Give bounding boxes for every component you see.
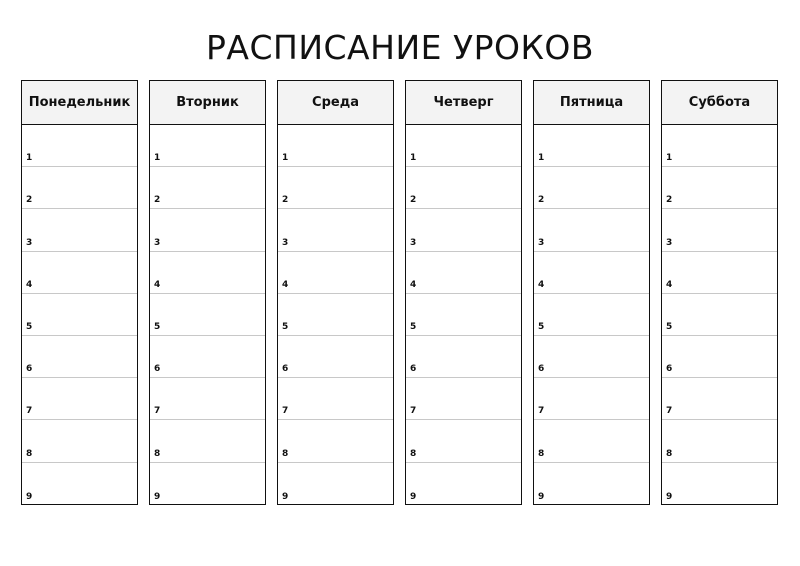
- lesson-slot[interactable]: [22, 463, 137, 505]
- lesson-slot[interactable]: [662, 125, 777, 167]
- lesson-number: 9: [154, 491, 161, 502]
- lesson-number: 7: [154, 406, 161, 417]
- lesson-number: 2: [26, 195, 33, 206]
- day-header: Четверг: [406, 81, 521, 125]
- page-title: РАСПИСАНИЕ УРОКОВ: [206, 28, 594, 67]
- lesson-number: 3: [410, 237, 417, 248]
- lesson-number: 2: [154, 195, 161, 206]
- lesson-slot[interactable]: [150, 420, 265, 462]
- lesson-number: 4: [26, 279, 33, 290]
- lesson-slot[interactable]: [534, 125, 649, 167]
- lesson-number: 5: [282, 321, 289, 332]
- lesson-slot[interactable]: [22, 378, 137, 420]
- lesson-slot[interactable]: [22, 167, 137, 209]
- lesson-number: 5: [154, 321, 161, 332]
- lesson-slot[interactable]: [662, 167, 777, 209]
- lesson-number: 7: [410, 406, 417, 417]
- lesson-number: 4: [538, 279, 545, 290]
- lesson-slot[interactable]: [534, 294, 649, 336]
- lesson-slot[interactable]: [406, 167, 521, 209]
- lesson-slot[interactable]: [662, 209, 777, 251]
- day-header: Суббота: [662, 81, 777, 125]
- lesson-number: 6: [666, 364, 673, 375]
- lesson-number: 9: [282, 491, 289, 502]
- lesson-slot[interactable]: [534, 420, 649, 462]
- lesson-slot[interactable]: [406, 378, 521, 420]
- lesson-slot[interactable]: [278, 294, 393, 336]
- lesson-slot[interactable]: [662, 378, 777, 420]
- lesson-slot[interactable]: [662, 463, 777, 505]
- lesson-number: 7: [26, 406, 33, 417]
- day-column-tuesday: [149, 80, 266, 505]
- lesson-number: 6: [26, 364, 33, 375]
- lesson-number: 1: [538, 153, 545, 164]
- lesson-slot[interactable]: [662, 420, 777, 462]
- lesson-number: 4: [666, 279, 673, 290]
- day-column-thursday: [405, 80, 522, 505]
- lesson-number: 7: [666, 406, 673, 417]
- lesson-number: 6: [410, 364, 417, 375]
- lesson-slot[interactable]: [406, 125, 521, 167]
- lesson-number: 2: [538, 195, 545, 206]
- lesson-number: 3: [26, 237, 33, 248]
- lesson-slot[interactable]: [662, 336, 777, 378]
- lesson-number: 4: [282, 279, 289, 290]
- schedule-grid: [21, 80, 781, 506]
- day-column-monday: [21, 80, 138, 505]
- day-header: Понедельник: [22, 81, 137, 125]
- lesson-number: 7: [282, 406, 289, 417]
- lesson-slot[interactable]: [534, 167, 649, 209]
- lesson-number: 6: [154, 364, 161, 375]
- lesson-number: 8: [410, 448, 417, 459]
- lesson-slot[interactable]: [150, 463, 265, 505]
- lesson-slot[interactable]: [278, 252, 393, 294]
- lesson-number: 2: [410, 195, 417, 206]
- lesson-number: 5: [410, 321, 417, 332]
- lesson-slot[interactable]: [406, 294, 521, 336]
- day-column-saturday: [661, 80, 778, 505]
- day-header: Вторник: [150, 81, 265, 125]
- lesson-number: 3: [282, 237, 289, 248]
- lesson-slot[interactable]: [150, 125, 265, 167]
- lesson-slot[interactable]: [150, 209, 265, 251]
- lesson-slot[interactable]: [406, 209, 521, 251]
- lesson-slot[interactable]: [150, 378, 265, 420]
- lesson-number: 1: [666, 153, 673, 164]
- lesson-slot[interactable]: [150, 294, 265, 336]
- lesson-slot[interactable]: [22, 336, 137, 378]
- lesson-number: 5: [666, 321, 673, 332]
- lesson-number: 4: [410, 279, 417, 290]
- lesson-number: 9: [410, 491, 417, 502]
- lesson-number: 7: [538, 406, 545, 417]
- lesson-slot[interactable]: [406, 252, 521, 294]
- day-header: Пятница: [534, 81, 649, 125]
- lesson-slot[interactable]: [150, 167, 265, 209]
- lesson-number: 1: [26, 153, 33, 164]
- lesson-number: 8: [154, 448, 161, 459]
- lesson-number: 2: [282, 195, 289, 206]
- lesson-number: 8: [282, 448, 289, 459]
- day-column-friday: [533, 80, 650, 505]
- lesson-slot[interactable]: [278, 378, 393, 420]
- lesson-number: 5: [538, 321, 545, 332]
- lesson-number: 2: [666, 195, 673, 206]
- lesson-slot[interactable]: [278, 167, 393, 209]
- lesson-slot[interactable]: [278, 336, 393, 378]
- lesson-number: 9: [538, 491, 545, 502]
- lesson-slot[interactable]: [406, 420, 521, 462]
- lesson-number: 3: [666, 237, 673, 248]
- lesson-slot[interactable]: [406, 463, 521, 505]
- lesson-number: 5: [26, 321, 33, 332]
- lesson-slot[interactable]: [534, 252, 649, 294]
- lesson-slot[interactable]: [278, 420, 393, 462]
- lesson-number: 1: [154, 153, 161, 164]
- lesson-number: 8: [26, 448, 33, 459]
- lesson-slot[interactable]: [150, 252, 265, 294]
- lesson-slot[interactable]: [662, 294, 777, 336]
- lesson-slot[interactable]: [22, 252, 137, 294]
- lesson-number: 1: [282, 153, 289, 164]
- lesson-slot[interactable]: [406, 336, 521, 378]
- lesson-slot[interactable]: [22, 420, 137, 462]
- lesson-number: 9: [26, 491, 33, 502]
- lesson-number: 6: [282, 364, 289, 375]
- lesson-number: 1: [410, 153, 417, 164]
- lesson-slot[interactable]: [534, 209, 649, 251]
- lesson-slot[interactable]: [534, 378, 649, 420]
- lesson-slot[interactable]: [278, 125, 393, 167]
- lesson-number: 9: [666, 491, 673, 502]
- day-column-wednesday: [277, 80, 394, 505]
- lesson-slot[interactable]: [278, 209, 393, 251]
- day-header: Среда: [278, 81, 393, 125]
- lesson-number: 4: [154, 279, 161, 290]
- lesson-number: 3: [154, 237, 161, 248]
- lesson-slot[interactable]: [22, 125, 137, 167]
- lesson-slot[interactable]: [150, 336, 265, 378]
- lesson-number: 8: [666, 448, 673, 459]
- lesson-slot[interactable]: [662, 252, 777, 294]
- lesson-number: 6: [538, 364, 545, 375]
- lesson-slot[interactable]: [22, 209, 137, 251]
- lesson-slot[interactable]: [278, 463, 393, 505]
- lesson-slot[interactable]: [534, 463, 649, 505]
- lesson-slot[interactable]: [534, 336, 649, 378]
- lesson-number: 3: [538, 237, 545, 248]
- lesson-slot[interactable]: [22, 294, 137, 336]
- lesson-number: 8: [538, 448, 545, 459]
